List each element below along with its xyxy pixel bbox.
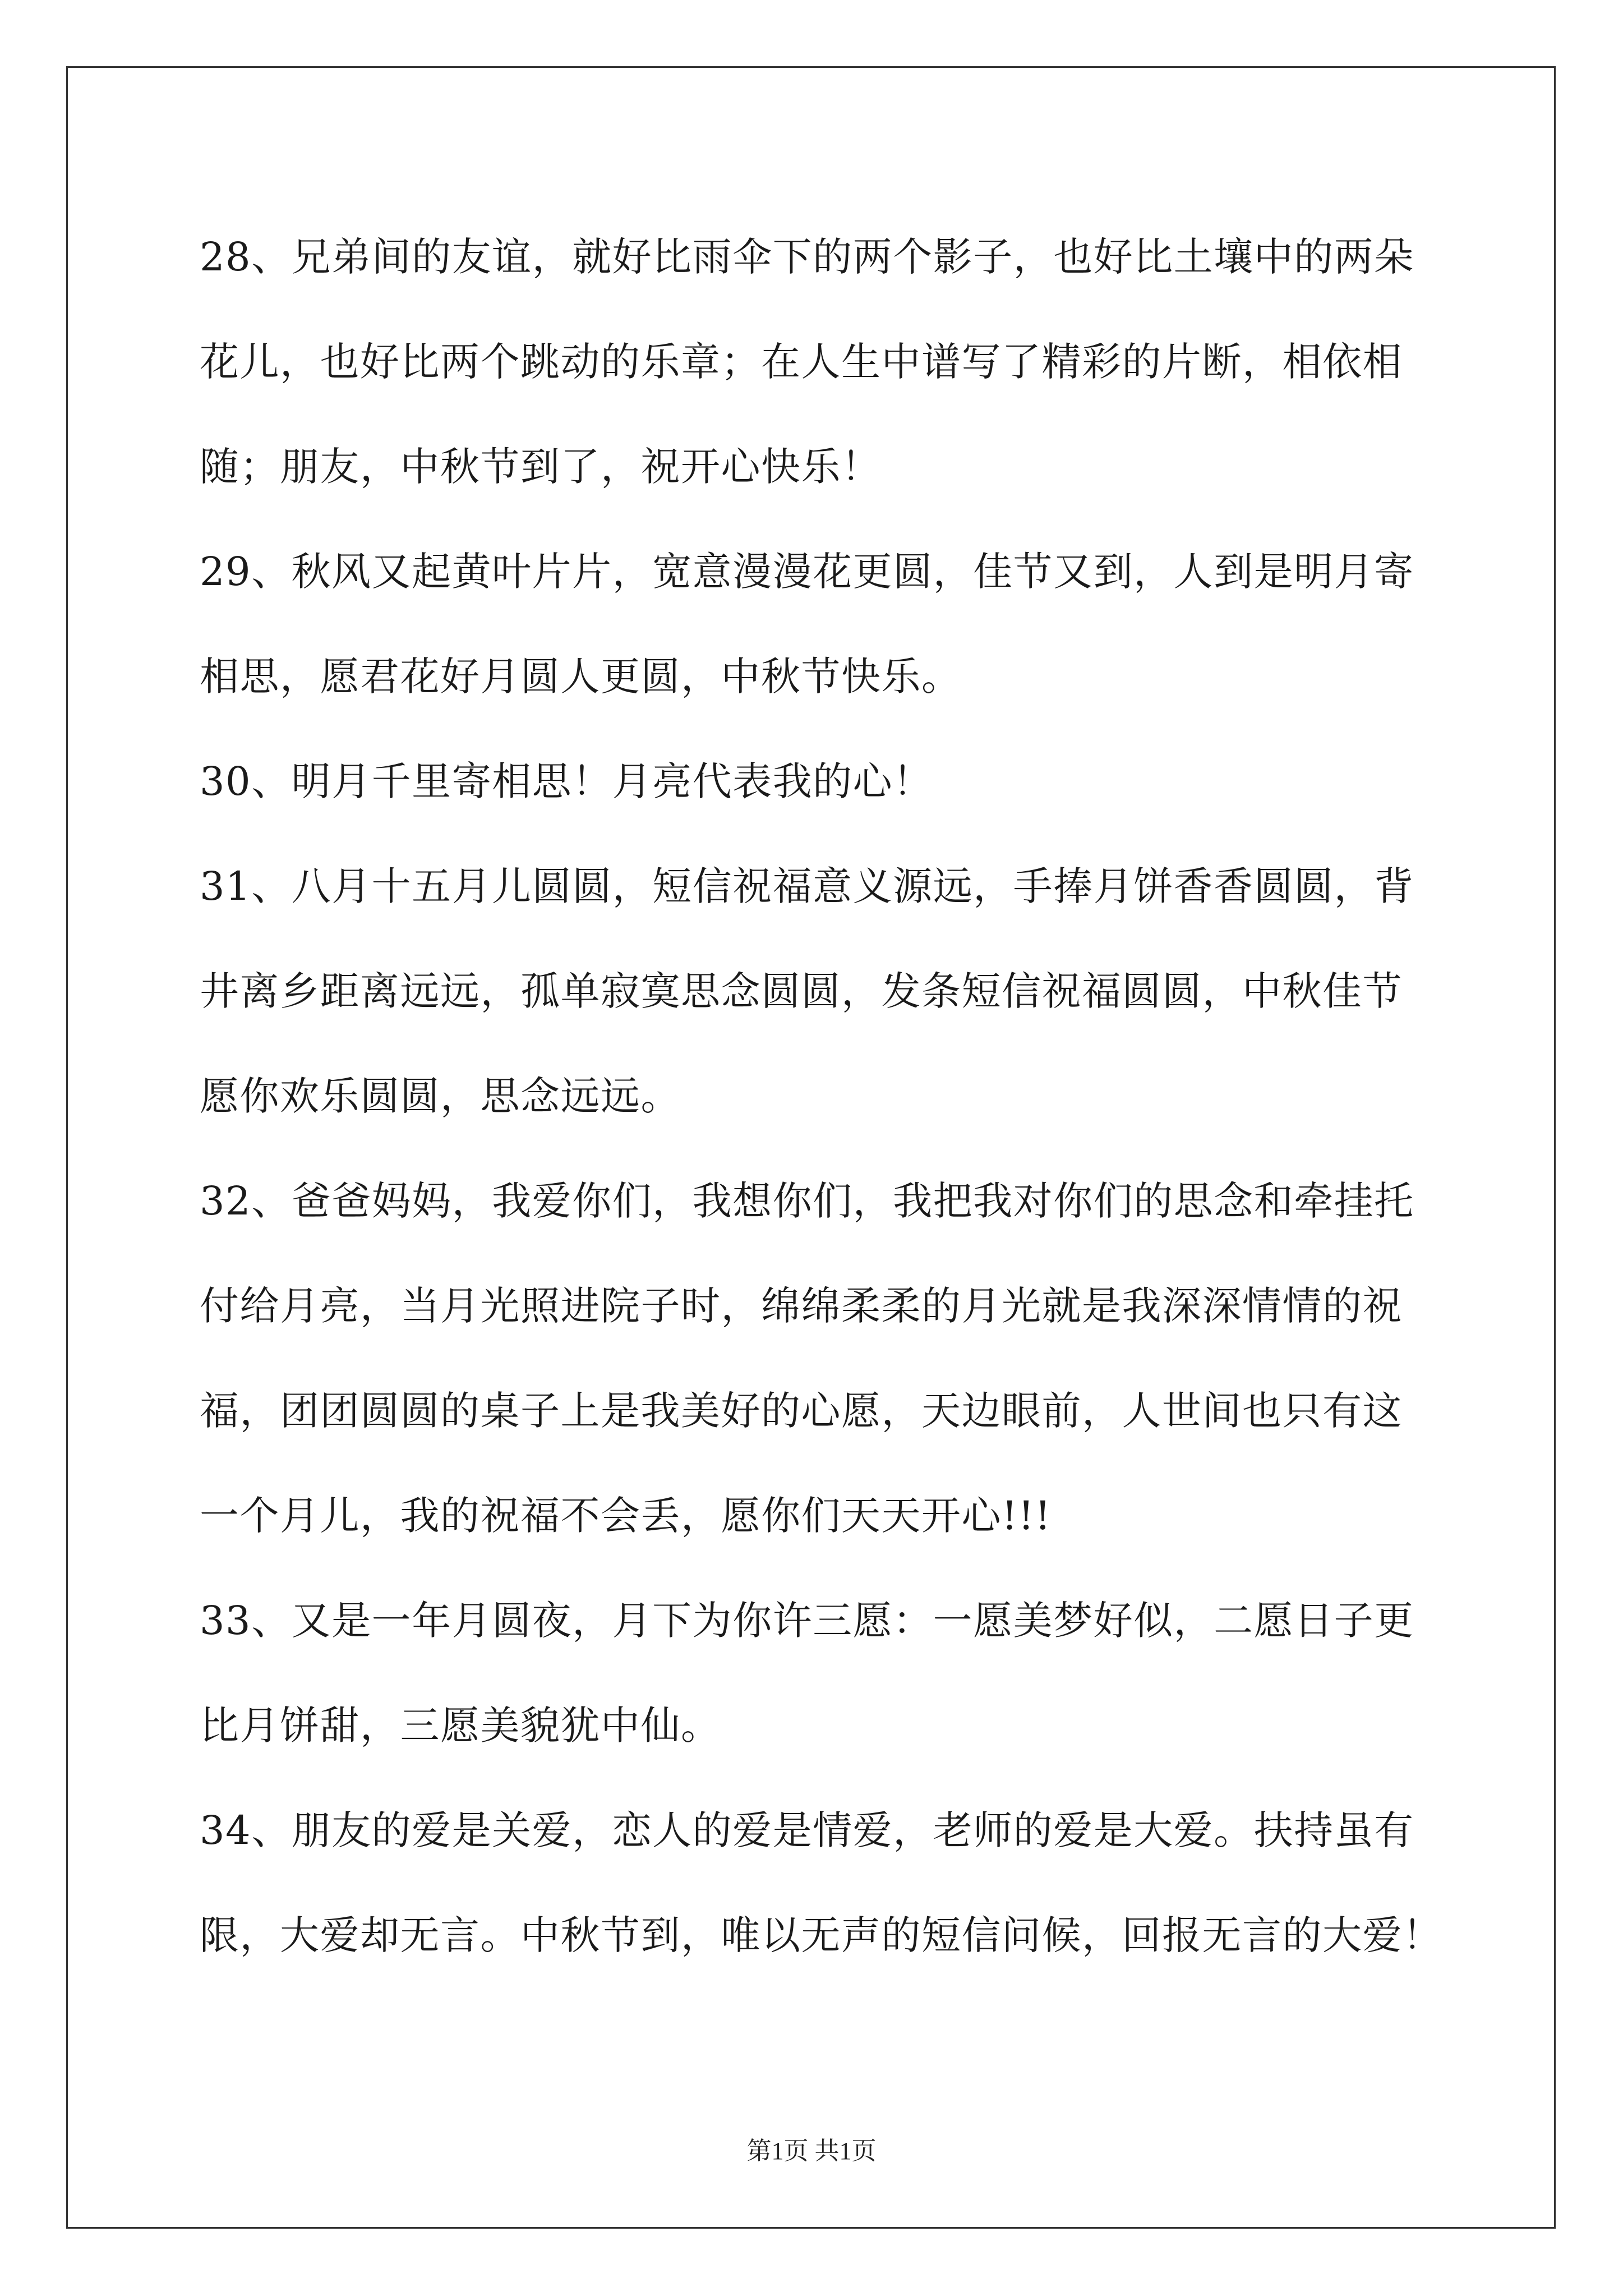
text-line: 愿你欢乐圆圆，思念远远。 xyxy=(200,1073,681,1119)
text-line: 一个月儿，我的祝福不会丢，愿你们天天开心!!! xyxy=(200,1493,1052,1539)
text-line: 福，团团圆圆的桌子上是我美好的心愿，天边眼前，人世间也只有这 xyxy=(200,1388,1403,1434)
page-footer: 第1页 共1页 xyxy=(746,2137,877,2165)
text-line: 相思，愿君花好月圆人更圆，中秋节快乐。 xyxy=(200,654,962,700)
text-line: 井离乡距离远远，孤单寂寞思念圆圆，发条短信祝福圆圆，中秋佳节 xyxy=(200,968,1403,1014)
text-line: 付给月亮，当月光照进院子时，绵绵柔柔的月光就是我深深情情的祝 xyxy=(200,1283,1403,1329)
text-line: 30、明月千里寄相思！月亮代表我的心！ xyxy=(200,758,933,804)
text-line: 32、爸爸妈妈，我爱你们，我想你们，我把我对你们的思念和牵挂托 xyxy=(200,1178,1414,1224)
text-line: 比月饼甜，三愿美貌犹中仙。 xyxy=(200,1703,721,1749)
text-line: 33、又是一年月圆夜，月下为你许三愿：一愿美梦好似，二愿日子更 xyxy=(200,1598,1414,1644)
text-line: 限，大爱却无言。中秋节到，唯以无声的短信问候，回报无言的大爱！ xyxy=(200,1912,1443,1958)
text-line: 29、秋风又起黄叶片片，宽意漫漫花更圆，佳节又到，人到是明月寄 xyxy=(200,549,1414,595)
text-line: 28、兄弟间的友谊，就好比雨伞下的两个影子，也好比土壤中的两朵 xyxy=(200,234,1414,280)
document-body xyxy=(200,205,1443,1988)
text-line: 34、朋友的爱是关爱，恋人的爱是情爱，老师的爱是大爱。扶持虽有 xyxy=(200,1807,1414,1853)
text-line: 31、八月十五月儿圆圆，短信祝福意义源远，手捧月饼香香圆圆，背 xyxy=(200,863,1414,909)
text-line: 花儿，也好比两个跳动的乐章；在人生中谱写了精彩的片断，相依相 xyxy=(200,339,1403,385)
text-line: 随；朋友，中秋节到了，祝开心快乐！ xyxy=(200,444,882,490)
